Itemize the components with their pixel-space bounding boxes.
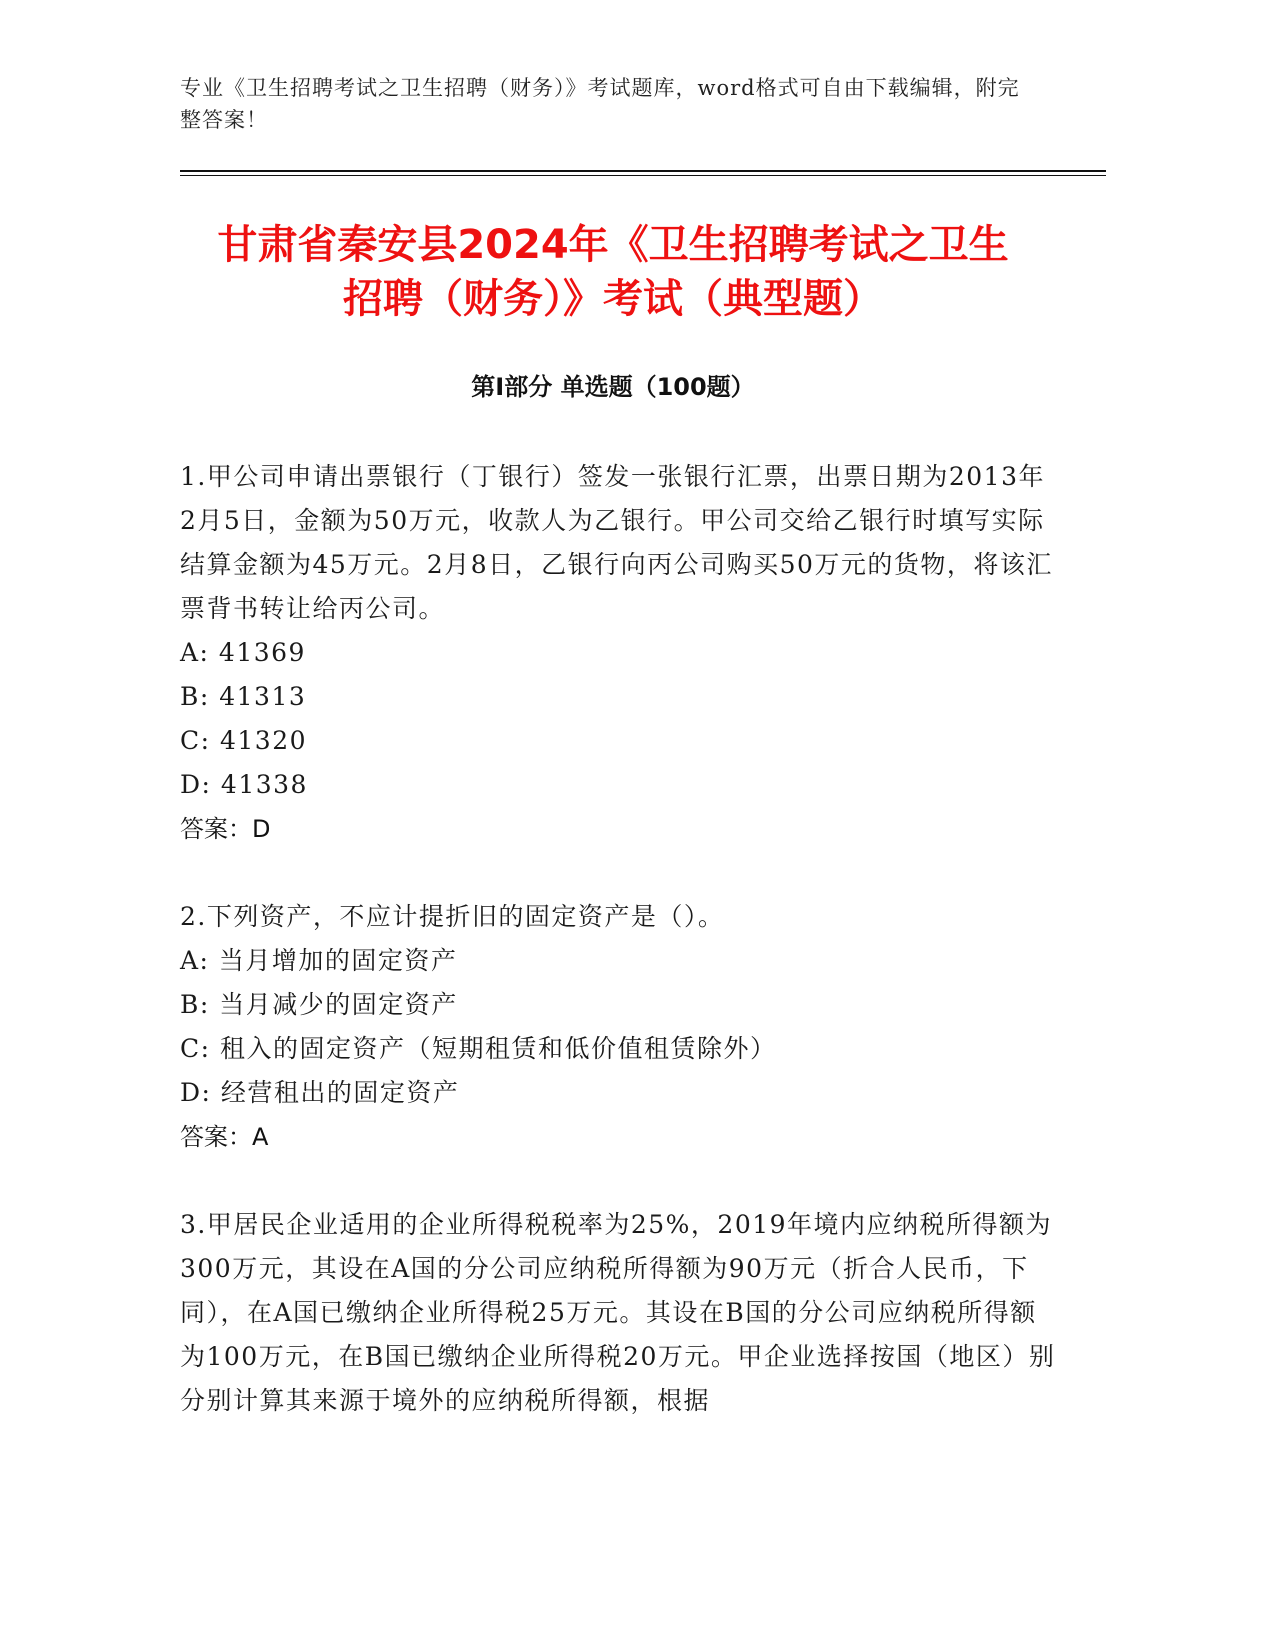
question-3: [180, 1203, 1060, 1423]
document-title-line-2: 招聘（财务）》考试（典型题）: [343, 276, 883, 322]
question-stem: 1.甲公司申请出票银行（丁银行）签发一张银行汇票，出票日期为2013年2月5日，金额为50万元，收款人为乙银行。甲公司交给乙银行时填写实际结算金额为45万元。2月8日，乙银行向丙公司购买50万元的货物，将该汇票背书转让给丙公司。: [180, 462, 1053, 623]
document-title-line-1: 甘肃省秦安县2024年《卫生招聘考试之卫生: [217, 222, 1009, 268]
answer-line: 答案：A: [180, 1123, 269, 1151]
option-d: D: 经营租出的固定资产: [180, 1078, 460, 1107]
question-1: [180, 455, 1060, 851]
option-b: B: 当月减少的固定资产: [180, 990, 458, 1019]
question-stem: 3.甲居民企业适用的企业所得税税率为25%，2019年境内应纳税所得额为300万元，其设在A国的分公司应纳税所得额为90万元（折合人民币，下同），在A国已缴纳企业所得税25万元。其设在B国的分公司应纳税所得额为100万元，在B国已缴纳企业所得税20万元。甲企业选择按国（地区）别分别计算其来源于境外的应纳税所得额，根据: [180, 1210, 1056, 1415]
header-divider-thick: [180, 170, 1106, 172]
option-c: C: 41320: [180, 726, 308, 755]
document-title: [180, 218, 1046, 326]
header-note: 专业《卫生招聘考试之卫生招聘（财务）》考试题库，word格式可自由下载编辑，附完整答案！: [180, 76, 1020, 132]
question-2: [180, 895, 1060, 1159]
answer-line: 答案：D: [180, 815, 271, 843]
option-b: B: 41313: [180, 682, 307, 711]
question-stem: 2.下列资产，不应计提折旧的固定资产是（）。: [180, 902, 725, 931]
question-list: [180, 455, 1060, 1467]
option-a: A: 当月增加的固定资产: [180, 946, 458, 975]
option-a: A: 41369: [180, 638, 306, 667]
option-c: C: 租入的固定资产（短期租赁和低价值租赁除外）: [180, 1034, 777, 1063]
header-divider-thin: [180, 175, 1106, 176]
section-heading: 第I部分 单选题（100题）: [471, 373, 755, 401]
option-d: D: 41338: [180, 770, 308, 799]
header-divider: [180, 170, 1106, 176]
